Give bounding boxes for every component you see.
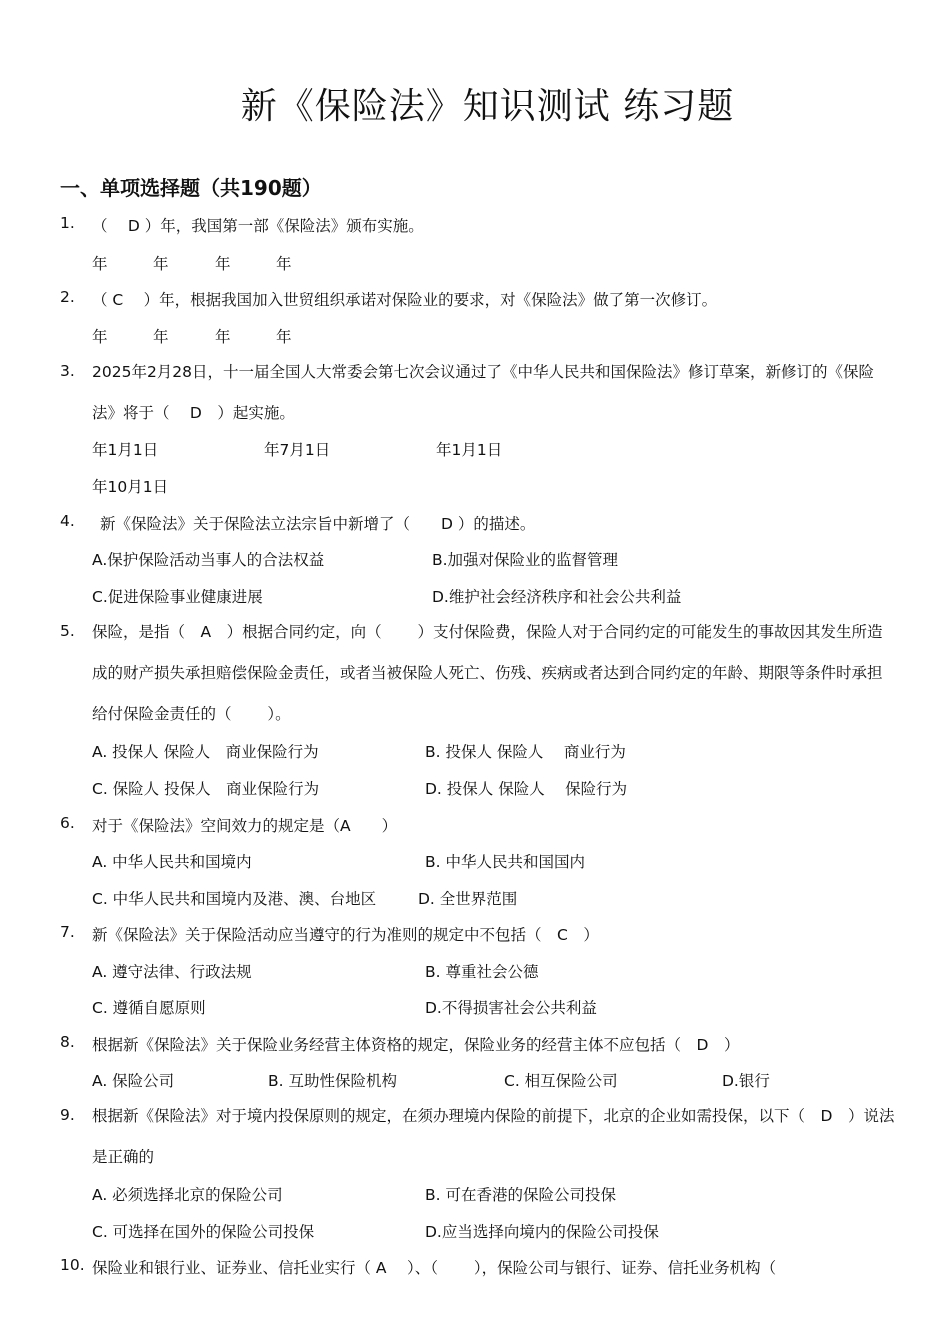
option-a: 年 [92,328,108,346]
question-stem: 2025年2月28日，十一届全国人大常委会第七次会议通过了《中华人民共和国保险法》修订草案，新修订的《保险法》将于（ D ）起实施。 [92,363,875,422]
option-d: D.不得损害社会公共利益 [425,999,597,1017]
question-number: 3. [60,362,75,380]
option-d: D.应当选择向境内的保险公司投保 [425,1223,659,1241]
option-c: C. 相互保险公司 [504,1072,618,1090]
option-b: 年7月1日 [264,441,331,459]
option-d: D.维护社会经济秩序和社会公共利益 [432,588,682,606]
option-a: A. 投保人 保险人 商业保险行为 [92,743,319,761]
question-stem: 对于《保险法》空间效力的规定是（A ） [92,817,398,835]
option-d: D.银行 [722,1072,770,1090]
option-b: 年 [153,328,169,346]
option-a: A. 中华人民共和国境内 [92,853,252,871]
question-stem: 新《保险法》关于保险活动应当遵守的行为准则的规定中不包括（ C ） [92,926,599,944]
question-stem: （ D ）年，我国第一部《保险法》颁布实施。 [92,217,424,235]
question-number: 6. [60,814,75,832]
question-stem: 保险业和银行业、证券业、信托业实行（ A ）、（ ），保险公司与银行、证券、信托业务机构（ [92,1259,777,1277]
option-d: 年10月1日 [92,478,169,496]
question-stem-block [60,352,895,434]
option-d: 年 [276,255,292,273]
option-c: C.促进保险事业健康进展 [92,588,263,606]
question-number: 1. [60,214,75,232]
option-b: B.加强对保险业的监督管理 [432,551,619,569]
option-c: C. 遵循自愿原则 [92,999,206,1017]
option-c: 年 [215,328,231,346]
option-a: A.保护保险活动当事人的合法权益 [92,551,325,569]
question-stem-block [60,612,895,735]
section-heading: 一、单项选择题（共190题） [60,176,322,200]
option-b: B. 投保人 保险人 商业行为 [425,743,626,761]
option-a: 年 [92,255,108,273]
option-b: B. 互助性保险机构 [268,1072,397,1090]
question-number: 10. [60,1256,85,1274]
question-number: 7. [60,923,75,941]
option-d: D. 投保人 保险人 保险行为 [425,780,628,798]
option-b: B. 尊重社会公德 [425,963,539,981]
question-number: 2. [60,288,75,306]
question-stem-block [60,1096,895,1178]
question-stem: 新《保险法》关于保险法立法宗旨中新增了（ D ）的描述。 [100,515,536,533]
question-number: 8. [60,1033,75,1051]
option-a: A. 保险公司 [92,1072,175,1090]
option-a: A. 必须选择北京的保险公司 [92,1186,283,1204]
question-stem: 保险，是指（ A ）根据合同约定，向（ ）支付保险费，保险人对于合同约定的可能发生的事故因其发生所造成的财产损失承担赔偿保险金责任，或者当被保险人死亡、伤残、疾病或者达到合同约定的年龄、期限等条件时承担给付保险金责任的（ ）。 [92,623,883,723]
question-number: 9. [60,1106,75,1124]
question-number: 4. [60,512,75,530]
option-b: B. 可在香港的保险公司投保 [425,1186,616,1204]
option-a: 年1月1日 [92,441,159,459]
option-c: 年 [215,255,231,273]
option-c: C. 中华人民共和国境内及港、澳、台地区 [92,890,377,908]
question-stem: 根据新《保险法》关于保险业务经营主体资格的规定，保险业务的经营主体不应包括（ D ） [92,1036,740,1054]
option-c: C. 可选择在国外的保险公司投保 [92,1223,315,1241]
question-stem: （ C ）年，根据我国加入世贸组织承诺对保险业的要求，对《保险法》做了第一次修订。 [92,291,718,309]
option-b: 年 [153,255,169,273]
question-number: 5. [60,622,75,640]
option-c: C. 保险人 投保人 商业保险行为 [92,780,320,798]
question-stem: 根据新《保险法》对于境内投保原则的规定，在须办理境内保险的前提下，北京的企业如需投保，以下（ D ）说法是正确的 [92,1107,895,1166]
option-d: D. 全世界范围 [418,890,518,908]
option-a: A. 遵守法律、行政法规 [92,963,252,981]
option-b: B. 中华人民共和国国内 [425,853,585,871]
page-title: 新《保险法》知识测试 练习题 [240,86,735,127]
option-d: 年 [276,328,292,346]
option-c: 年1月1日 [436,441,503,459]
